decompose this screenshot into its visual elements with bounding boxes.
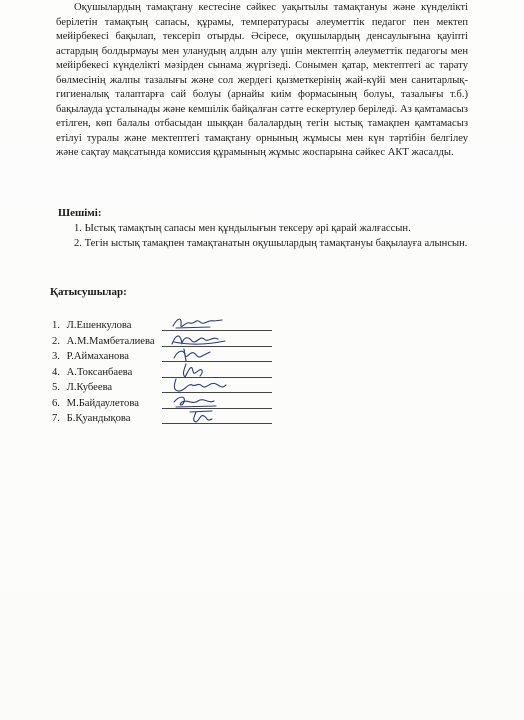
participant-row [52, 396, 155, 412]
participant-name: А.Токсанбаева [66, 366, 133, 378]
participants-heading: Қатысушылар: [50, 286, 127, 298]
participant-number: 7. [52, 413, 60, 424]
participant-row [52, 318, 155, 334]
main-paragraph: Оқушылардың тамақтану кестесіне сәйкес уақытылы тамақтануы және күнделікті берілетін тамақтың сапасы, құрамы, температурасы әлеуметтік педагог пен мектеп мейірбекесі бақылап, тексеріп отырды. Әсіресе, оқушылардың денсаулығына қауіпті астардың болдырмауы мен уланудың алдын алу үшін мектептің әлеуметтік педагогы мен мейірбекесі күнделікті мәзірден сынама жүргізеді. Сонымен қатар, мектептегі ас тарату бөлмесінің жалпы тазалығы және сол жердегі қызметкерінің жай-күйі мен санитарлық-гигиеналық талаптарға сай болуы (арнайы киім формасының болуы, тазалығы т.б.) бақылауда ұсталынады және кемшілік байқалған сәтте ескертулер беріледі. Аз қамтамасыз етілген, көп балалы отбасыдан шыққан балалардың тегін ыстық тамақпен қамтамасыз етілуі туралы және мектептегі тамақтану орнының жұмысы мен күн тәртібін белгілеу және сақтау мақсатында комиссия құрамының жұмыс жоспарына сәйкес АКТ жасалды. [56, 2, 468, 158]
participant-number: 6. [52, 397, 60, 409]
signature-image [170, 315, 230, 332]
participant-number: 4. [52, 366, 60, 378]
participant-name: А.М.Мамбеталиева [66, 335, 155, 347]
signature-image [170, 362, 230, 379]
participant-row [52, 411, 155, 427]
participant-name: М.Байдаулетова [66, 397, 139, 409]
participant-number: 5. [52, 382, 60, 393]
participant-row [52, 380, 155, 396]
participant-row [52, 365, 155, 381]
signature-image [170, 408, 230, 425]
participant-name: Р.Аймаханова [66, 351, 129, 362]
participant-number: 3. [52, 351, 60, 362]
decision-list [56, 222, 468, 251]
participant-number: 1. [52, 320, 60, 331]
decision-item: 2. Тегін ыстық тамақпен тамақтанатын оқушылардың тамақтануы бақылауға алынсын. [74, 237, 468, 249]
decision-heading: Шешімі: [58, 207, 102, 219]
participant-row [52, 334, 155, 350]
signature-image [170, 331, 230, 348]
signature-image [170, 377, 230, 394]
signature-image [170, 346, 230, 363]
decision-item: 1. Ыстық тамақтың сапасы мен құндылығын тексеру әрі қарай жалғассын. [74, 223, 411, 234]
participants-list [52, 318, 155, 427]
participant-number: 2. [52, 335, 60, 347]
participant-name: Л.Ешенкулова [66, 320, 132, 331]
participant-name: Л.Кубеева [66, 382, 113, 393]
participant-row [52, 349, 155, 365]
participant-name: Б.Қуандықова [66, 413, 131, 424]
signature-image [170, 393, 230, 410]
